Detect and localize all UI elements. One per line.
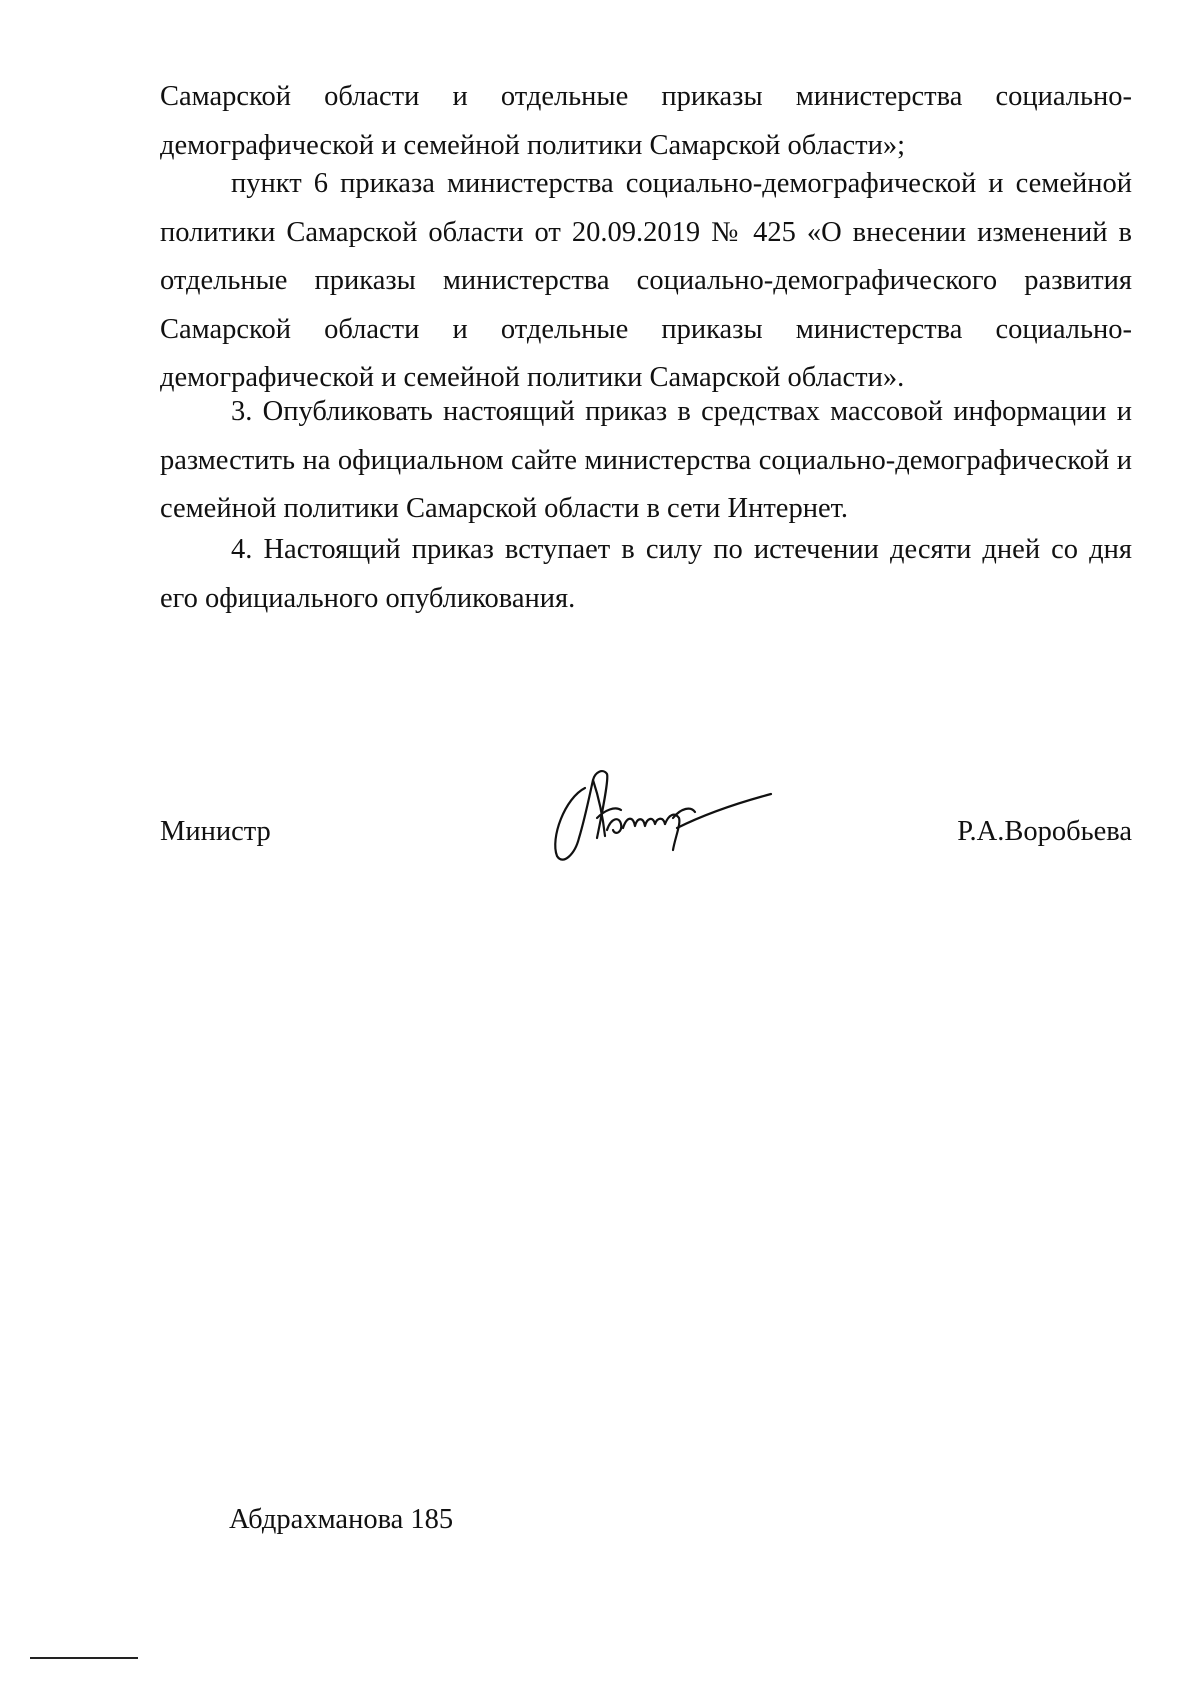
- paragraph-4: 4. Настоящий приказ вступает в силу по истечении десяти дней со дня его официального опубликования.: [160, 534, 1132, 614]
- executor-note: Абдрахманова 185: [229, 1504, 454, 1535]
- handwritten-signature-icon: [545, 758, 775, 868]
- paragraph-1: Самарской области и отдельные приказы министерства социально-демографической и семейной политики Самарской области»;: [160, 81, 1132, 161]
- signatory-name: Р.А.Воробьева: [957, 816, 1132, 847]
- paragraph-3: 3. Опубликовать настоящий приказ в средствах массовой информации и разместить на официальном сайте министерства социально-демографической и семейной политики Самарской области в сети Интернет.: [160, 396, 1132, 524]
- paragraph-2: пункт 6 приказа министерства социально-демографической и семейной политики Самарской области от 20.09.2019 № 425 «О внесении изменений в отдельные приказы министерства социально-демографического развития Самарской области и отдельные приказы министерства социально-демографической и семейной политики Самарской области».: [160, 168, 1132, 393]
- signatory-title: Министр: [160, 816, 271, 847]
- footer-divider: [30, 1657, 138, 1659]
